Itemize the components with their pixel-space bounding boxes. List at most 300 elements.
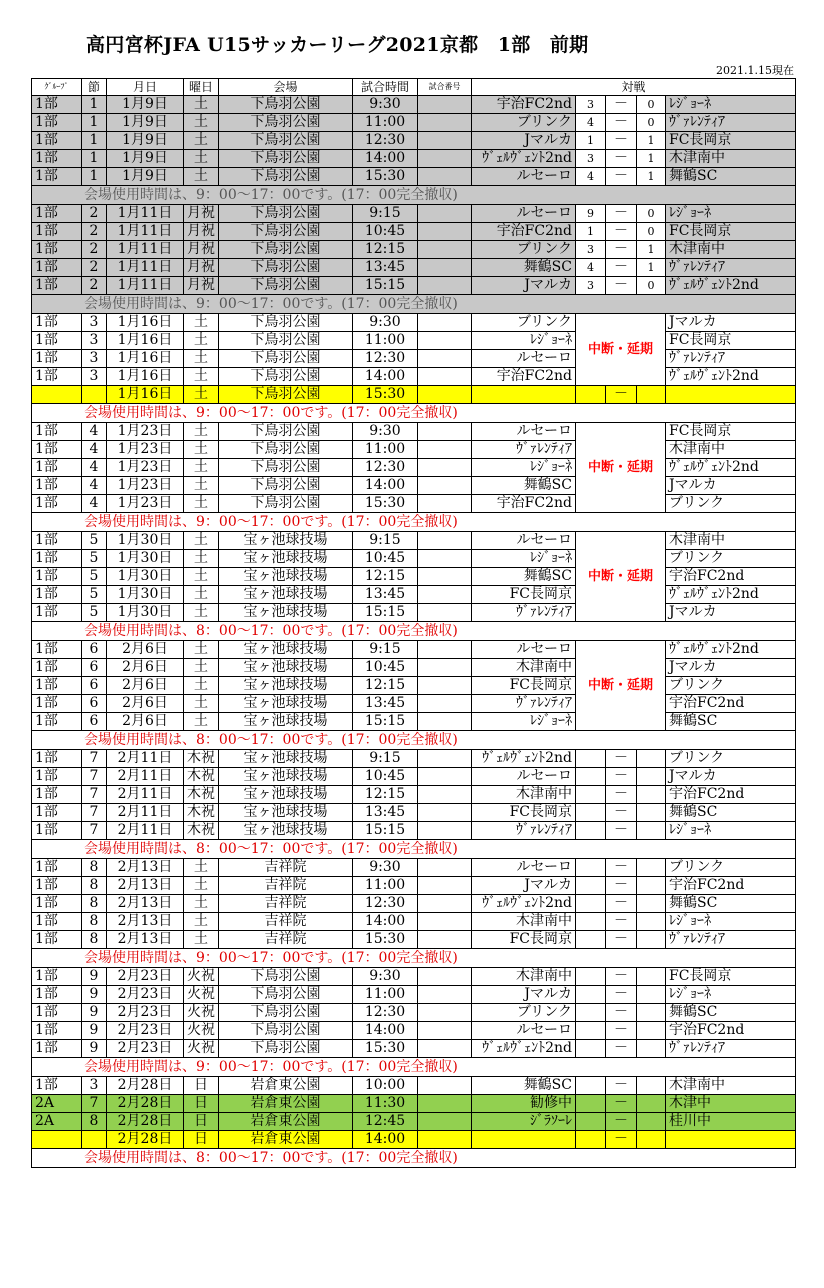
venue-hours-text: 会場使用時間は、8：00～17：00です。(17：00完全撤収) bbox=[32, 840, 796, 859]
group-cell: 1部 bbox=[32, 913, 82, 931]
time-cell: 12:30 bbox=[353, 350, 418, 368]
venue-hours-note bbox=[32, 513, 796, 532]
group-cell: 1部 bbox=[32, 350, 82, 368]
away-team: ｳﾞｧﾚﾝﾃｨｱ bbox=[666, 1040, 796, 1058]
time-cell: 12:15 bbox=[353, 677, 418, 695]
score-dash: － bbox=[606, 168, 637, 186]
round-cell bbox=[82, 386, 107, 404]
away-team: Jマルカ bbox=[666, 659, 796, 677]
round-cell: 7 bbox=[82, 1095, 107, 1113]
time-cell: 11:00 bbox=[353, 114, 418, 132]
match-row bbox=[32, 314, 796, 332]
home-team: ルセーロ bbox=[472, 168, 576, 186]
away-team: 舞鶴SC bbox=[666, 1004, 796, 1022]
weekday-cell: 土 bbox=[184, 96, 219, 114]
date-cell: 1月9日 bbox=[107, 168, 184, 186]
date-cell: 1月23日 bbox=[107, 441, 184, 459]
home-score: 4 bbox=[576, 168, 606, 186]
match-row bbox=[32, 350, 796, 368]
match-row bbox=[32, 550, 796, 568]
time-cell: 11:30 bbox=[353, 1095, 418, 1113]
group-cell: 1部 bbox=[32, 459, 82, 477]
group-cell: 1部 bbox=[32, 604, 82, 622]
away-team: ｳﾞｪﾙｳﾞｪﾝﾄ2nd bbox=[666, 459, 796, 477]
match-row bbox=[32, 477, 796, 495]
venue-cell: 下鳥羽公園 bbox=[219, 386, 353, 404]
match-row bbox=[32, 205, 796, 223]
match-no-cell bbox=[418, 205, 472, 223]
venue-cell: 下鳥羽公園 bbox=[219, 441, 353, 459]
away-team: ｳﾞｪﾙｳﾞｪﾝﾄ2nd bbox=[666, 586, 796, 604]
home-score bbox=[576, 895, 606, 913]
round-cell: 5 bbox=[82, 532, 107, 550]
date-cell: 1月30日 bbox=[107, 550, 184, 568]
venue-cell: 下鳥羽公園 bbox=[219, 1004, 353, 1022]
weekday-cell: 土 bbox=[184, 386, 219, 404]
home-score bbox=[576, 1095, 606, 1113]
round-cell: 9 bbox=[82, 968, 107, 986]
group-cell: 1部 bbox=[32, 223, 82, 241]
match-no-cell bbox=[418, 1040, 472, 1058]
away-team: ｳﾞｪﾙｳﾞｪﾝﾄ2nd bbox=[666, 277, 796, 295]
group-cell: 1部 bbox=[32, 586, 82, 604]
score-dash: － bbox=[606, 822, 637, 840]
time-cell: 13:45 bbox=[353, 804, 418, 822]
header-weekday: 曜日 bbox=[184, 79, 219, 96]
round-cell: 3 bbox=[82, 332, 107, 350]
home-score bbox=[576, 1004, 606, 1022]
weekday-cell: 土 bbox=[184, 895, 219, 913]
round-cell: 4 bbox=[82, 459, 107, 477]
away-score: 1 bbox=[637, 132, 666, 150]
schedule-table bbox=[31, 78, 796, 1168]
date-cell: 2月23日 bbox=[107, 1040, 184, 1058]
suspended-label: 中断・延期 bbox=[576, 423, 666, 513]
venue-hours-text: 会場使用時間は、9：00～17：00です。(17：00完全撤収) bbox=[32, 295, 796, 314]
group-cell: 1部 bbox=[32, 659, 82, 677]
match-no-cell bbox=[418, 223, 472, 241]
match-row bbox=[32, 241, 796, 259]
match-no-cell bbox=[418, 713, 472, 731]
venue-cell: 下鳥羽公園 bbox=[219, 241, 353, 259]
round-cell: 7 bbox=[82, 768, 107, 786]
home-team: 舞鶴SC bbox=[472, 1077, 576, 1095]
away-team: Jマルカ bbox=[666, 477, 796, 495]
time-cell: 15:15 bbox=[353, 713, 418, 731]
score-dash: － bbox=[606, 804, 637, 822]
score-dash: － bbox=[606, 968, 637, 986]
venue-cell: 下鳥羽公園 bbox=[219, 223, 353, 241]
round-cell: 8 bbox=[82, 877, 107, 895]
venue-cell: 下鳥羽公園 bbox=[219, 114, 353, 132]
round-cell: 1 bbox=[82, 132, 107, 150]
date-cell: 1月23日 bbox=[107, 477, 184, 495]
time-cell: 15:30 bbox=[353, 386, 418, 404]
date-cell: 1月30日 bbox=[107, 532, 184, 550]
date-cell: 2月6日 bbox=[107, 713, 184, 731]
weekday-cell: 土 bbox=[184, 659, 219, 677]
round-cell: 8 bbox=[82, 931, 107, 949]
match-no-cell bbox=[418, 768, 472, 786]
weekday-cell: 土 bbox=[184, 314, 219, 332]
venue-hours-note bbox=[32, 186, 796, 205]
home-team: Jマルカ bbox=[472, 877, 576, 895]
home-team: 勧修中 bbox=[472, 1095, 576, 1113]
match-row bbox=[32, 986, 796, 1004]
away-score bbox=[637, 786, 666, 804]
venue-hours-note bbox=[32, 949, 796, 968]
match-no-cell bbox=[418, 132, 472, 150]
venue-cell: 下鳥羽公園 bbox=[219, 350, 353, 368]
date-cell: 1月9日 bbox=[107, 96, 184, 114]
venue-hours-text: 会場使用時間は、8：00～17：00です。(17：00完全撤収) bbox=[32, 1149, 796, 1168]
weekday-cell: 土 bbox=[184, 168, 219, 186]
weekday-cell: 土 bbox=[184, 931, 219, 949]
match-row bbox=[32, 1077, 796, 1095]
match-row bbox=[32, 168, 796, 186]
away-score bbox=[637, 877, 666, 895]
weekday-cell: 月祝 bbox=[184, 223, 219, 241]
score-dash: － bbox=[606, 1095, 637, 1113]
home-score bbox=[576, 822, 606, 840]
group-cell: 1部 bbox=[32, 1040, 82, 1058]
match-no-cell bbox=[418, 986, 472, 1004]
home-score bbox=[576, 1077, 606, 1095]
date-cell: 1月30日 bbox=[107, 586, 184, 604]
date-cell: 2月11日 bbox=[107, 786, 184, 804]
weekday-cell: 土 bbox=[184, 114, 219, 132]
venue-cell: 吉祥院 bbox=[219, 859, 353, 877]
away-team: FC長岡京 bbox=[666, 223, 796, 241]
home-team: ﾚｼﾞｮｰﾈ bbox=[472, 459, 576, 477]
match-no-cell bbox=[418, 931, 472, 949]
venue-cell: 下鳥羽公園 bbox=[219, 314, 353, 332]
time-cell: 14:00 bbox=[353, 1131, 418, 1149]
match-no-cell bbox=[418, 641, 472, 659]
group-cell: 1部 bbox=[32, 423, 82, 441]
away-team: ﾚｼﾞｮｰﾈ bbox=[666, 96, 796, 114]
round-cell: 7 bbox=[82, 804, 107, 822]
weekday-cell: 土 bbox=[184, 150, 219, 168]
home-team: ルセーロ bbox=[472, 205, 576, 223]
group-cell: 1部 bbox=[32, 1004, 82, 1022]
group-cell: 1部 bbox=[32, 931, 82, 949]
match-no-cell bbox=[418, 1004, 472, 1022]
match-no-cell bbox=[418, 659, 472, 677]
match-no-cell bbox=[418, 477, 472, 495]
date-cell: 1月9日 bbox=[107, 132, 184, 150]
home-score bbox=[576, 859, 606, 877]
venue-hours-note bbox=[32, 840, 796, 859]
away-score bbox=[637, 822, 666, 840]
round-cell: 7 bbox=[82, 822, 107, 840]
home-score bbox=[576, 913, 606, 931]
group-cell bbox=[32, 1131, 82, 1149]
match-row bbox=[32, 277, 796, 295]
date-cell: 1月16日 bbox=[107, 386, 184, 404]
match-row bbox=[32, 895, 796, 913]
round-cell: 4 bbox=[82, 477, 107, 495]
venue-cell: 下鳥羽公園 bbox=[219, 423, 353, 441]
match-row bbox=[32, 1004, 796, 1022]
date-cell: 2月23日 bbox=[107, 968, 184, 986]
match-row bbox=[32, 441, 796, 459]
weekday-cell: 土 bbox=[184, 332, 219, 350]
date-cell: 2月11日 bbox=[107, 822, 184, 840]
time-cell: 14:00 bbox=[353, 1022, 418, 1040]
match-row bbox=[32, 423, 796, 441]
away-team: ﾚｼﾞｮｰﾈ bbox=[666, 205, 796, 223]
venue-cell: 宝ヶ池球技場 bbox=[219, 750, 353, 768]
home-score bbox=[576, 1131, 606, 1149]
away-score bbox=[637, 804, 666, 822]
home-score: 4 bbox=[576, 114, 606, 132]
away-team: ﾚｼﾞｮｰﾈ bbox=[666, 986, 796, 1004]
home-team: Jマルカ bbox=[472, 277, 576, 295]
group-cell: 1部 bbox=[32, 1077, 82, 1095]
time-cell: 11:00 bbox=[353, 332, 418, 350]
weekday-cell: 火祝 bbox=[184, 1040, 219, 1058]
date-cell: 2月11日 bbox=[107, 804, 184, 822]
weekday-cell: 月祝 bbox=[184, 205, 219, 223]
venue-cell: 宝ヶ池球技場 bbox=[219, 641, 353, 659]
open-slot-row bbox=[32, 1131, 796, 1149]
score-dash: － bbox=[606, 1077, 637, 1095]
weekday-cell: 木祝 bbox=[184, 822, 219, 840]
weekday-cell: 土 bbox=[184, 641, 219, 659]
score-dash: － bbox=[606, 259, 637, 277]
date-cell: 2月13日 bbox=[107, 859, 184, 877]
away-score bbox=[637, 1095, 666, 1113]
round-cell: 5 bbox=[82, 586, 107, 604]
away-score bbox=[637, 913, 666, 931]
suspended-label: 中断・延期 bbox=[576, 314, 666, 386]
score-dash: － bbox=[606, 768, 637, 786]
away-team bbox=[666, 386, 796, 404]
match-no-cell bbox=[418, 150, 472, 168]
round-cell: 6 bbox=[82, 695, 107, 713]
away-score bbox=[637, 931, 666, 949]
time-cell: 10:00 bbox=[353, 1077, 418, 1095]
venue-cell: 宝ヶ池球技場 bbox=[219, 550, 353, 568]
time-cell: 10:45 bbox=[353, 659, 418, 677]
score-dash: － bbox=[606, 132, 637, 150]
weekday-cell: 土 bbox=[184, 532, 219, 550]
home-score bbox=[576, 968, 606, 986]
weekday-cell: 木祝 bbox=[184, 768, 219, 786]
open-slot-row bbox=[32, 386, 796, 404]
home-team: 宇治FC2nd bbox=[472, 223, 576, 241]
away-team: Jマルカ bbox=[666, 604, 796, 622]
home-team: ルセーロ bbox=[472, 423, 576, 441]
venue-cell: 下鳥羽公園 bbox=[219, 277, 353, 295]
away-team: ｳﾞｧﾚﾝﾃｨｱ bbox=[666, 114, 796, 132]
date-cell: 1月16日 bbox=[107, 350, 184, 368]
round-cell: 3 bbox=[82, 314, 107, 332]
home-team: 舞鶴SC bbox=[472, 568, 576, 586]
match-row bbox=[32, 641, 796, 659]
group-cell: 1部 bbox=[32, 241, 82, 259]
match-row bbox=[32, 532, 796, 550]
home-team: Jマルカ bbox=[472, 986, 576, 1004]
weekday-cell: 土 bbox=[184, 913, 219, 931]
group-cell: 1部 bbox=[32, 968, 82, 986]
round-cell: 4 bbox=[82, 441, 107, 459]
home-score: 9 bbox=[576, 205, 606, 223]
suspended-label: 中断・延期 bbox=[576, 641, 666, 731]
weekday-cell: 土 bbox=[184, 677, 219, 695]
round-cell: 2 bbox=[82, 241, 107, 259]
venue-cell: 下鳥羽公園 bbox=[219, 150, 353, 168]
date-cell: 1月11日 bbox=[107, 205, 184, 223]
away-team: 宇治FC2nd bbox=[666, 786, 796, 804]
match-no-cell bbox=[418, 368, 472, 386]
weekday-cell: 日 bbox=[184, 1113, 219, 1131]
weekday-cell: 火祝 bbox=[184, 1004, 219, 1022]
away-team: FC長岡京 bbox=[666, 132, 796, 150]
group-cell: 1部 bbox=[32, 168, 82, 186]
venue-cell: 下鳥羽公園 bbox=[219, 368, 353, 386]
away-score bbox=[637, 859, 666, 877]
venue-cell: 宝ヶ池球技場 bbox=[219, 604, 353, 622]
group-cell: 1部 bbox=[32, 568, 82, 586]
home-score bbox=[576, 877, 606, 895]
match-no-cell bbox=[418, 114, 472, 132]
suspended-label: 中断・延期 bbox=[576, 532, 666, 622]
venue-cell: 下鳥羽公園 bbox=[219, 96, 353, 114]
home-score bbox=[576, 804, 606, 822]
round-cell: 4 bbox=[82, 495, 107, 513]
as-of-date: 2021.1.15現在 bbox=[716, 64, 794, 77]
away-team: 舞鶴SC bbox=[666, 804, 796, 822]
score-dash: － bbox=[606, 1022, 637, 1040]
round-cell: 2 bbox=[82, 277, 107, 295]
match-no-cell bbox=[418, 750, 472, 768]
weekday-cell: 月祝 bbox=[184, 277, 219, 295]
header-row bbox=[32, 79, 796, 96]
venue-cell: 宝ヶ池球技場 bbox=[219, 532, 353, 550]
away-score bbox=[637, 386, 666, 404]
home-team: ﾚｼﾞｮｰﾈ bbox=[472, 713, 576, 731]
home-team: ルセーロ bbox=[472, 859, 576, 877]
weekday-cell: 月祝 bbox=[184, 241, 219, 259]
match-no-cell bbox=[418, 259, 472, 277]
score-dash: － bbox=[606, 1004, 637, 1022]
group-cell: 1部 bbox=[32, 96, 82, 114]
group-cell: 1部 bbox=[32, 532, 82, 550]
score-dash: － bbox=[606, 895, 637, 913]
home-team: ｳﾞｧﾚﾝﾃｨｱ bbox=[472, 695, 576, 713]
match-row bbox=[32, 1040, 796, 1058]
away-team: ﾚｼﾞｮｰﾈ bbox=[666, 822, 796, 840]
match-row bbox=[32, 695, 796, 713]
time-cell: 9:15 bbox=[353, 641, 418, 659]
time-cell: 9:30 bbox=[353, 859, 418, 877]
time-cell: 14:00 bbox=[353, 913, 418, 931]
venue-cell: 宝ヶ池球技場 bbox=[219, 822, 353, 840]
venue-cell: 吉祥院 bbox=[219, 877, 353, 895]
schedule-body bbox=[32, 79, 796, 1168]
match-no-cell bbox=[418, 604, 472, 622]
match-no-cell bbox=[418, 677, 472, 695]
match-row bbox=[32, 459, 796, 477]
venue-cell: 宝ヶ池球技場 bbox=[219, 786, 353, 804]
date-cell: 2月23日 bbox=[107, 986, 184, 1004]
home-team: ブリンク bbox=[472, 241, 576, 259]
score-dash: － bbox=[606, 205, 637, 223]
home-team: FC長岡京 bbox=[472, 586, 576, 604]
time-cell: 11:00 bbox=[353, 441, 418, 459]
score-dash: － bbox=[606, 931, 637, 949]
match-no-cell bbox=[418, 495, 472, 513]
date-cell: 2月13日 bbox=[107, 877, 184, 895]
weekday-cell: 土 bbox=[184, 132, 219, 150]
venue-cell: 宝ヶ池球技場 bbox=[219, 768, 353, 786]
round-cell: 3 bbox=[82, 1077, 107, 1095]
round-cell: 5 bbox=[82, 604, 107, 622]
date-cell: 1月11日 bbox=[107, 241, 184, 259]
time-cell: 10:45 bbox=[353, 550, 418, 568]
round-cell: 5 bbox=[82, 568, 107, 586]
weekday-cell: 火祝 bbox=[184, 986, 219, 1004]
round-cell: 6 bbox=[82, 641, 107, 659]
round-cell: 3 bbox=[82, 350, 107, 368]
weekday-cell: 土 bbox=[184, 604, 219, 622]
time-cell: 12:15 bbox=[353, 568, 418, 586]
round-cell: 2 bbox=[82, 223, 107, 241]
home-team: ルセーロ bbox=[472, 1022, 576, 1040]
match-row bbox=[32, 786, 796, 804]
venue-cell: 下鳥羽公園 bbox=[219, 168, 353, 186]
home-team: FC長岡京 bbox=[472, 804, 576, 822]
match-no-cell bbox=[418, 877, 472, 895]
home-score: 3 bbox=[576, 277, 606, 295]
round-cell: 8 bbox=[82, 1113, 107, 1131]
weekday-cell: 日 bbox=[184, 1095, 219, 1113]
home-team: Jマルカ bbox=[472, 132, 576, 150]
time-cell: 9:15 bbox=[353, 532, 418, 550]
group-cell: 1部 bbox=[32, 859, 82, 877]
home-score bbox=[576, 1040, 606, 1058]
match-no-cell bbox=[418, 277, 472, 295]
home-team: 木津南中 bbox=[472, 968, 576, 986]
score-dash: － bbox=[606, 277, 637, 295]
weekday-cell: 土 bbox=[184, 459, 219, 477]
away-score: 1 bbox=[637, 259, 666, 277]
score-dash: － bbox=[606, 1113, 637, 1131]
match-no-cell bbox=[418, 822, 472, 840]
venue-hours-note bbox=[32, 1058, 796, 1077]
away-team: Jマルカ bbox=[666, 314, 796, 332]
venue-cell: 宝ヶ池球技場 bbox=[219, 695, 353, 713]
home-score bbox=[576, 386, 606, 404]
header-match-no: 試合番号 bbox=[418, 79, 472, 96]
time-cell: 13:45 bbox=[353, 695, 418, 713]
time-cell: 14:00 bbox=[353, 368, 418, 386]
score-dash: － bbox=[606, 986, 637, 1004]
away-team: ブリンク bbox=[666, 495, 796, 513]
group-cell: 1部 bbox=[32, 877, 82, 895]
weekday-cell: 土 bbox=[184, 423, 219, 441]
weekday-cell: 土 bbox=[184, 713, 219, 731]
match-row bbox=[32, 968, 796, 986]
round-cell: 9 bbox=[82, 1040, 107, 1058]
away-team: ﾚｼﾞｮｰﾈ bbox=[666, 913, 796, 931]
away-score bbox=[637, 1040, 666, 1058]
date-cell: 2月13日 bbox=[107, 931, 184, 949]
away-team: 舞鶴SC bbox=[666, 168, 796, 186]
time-cell: 12:45 bbox=[353, 1113, 418, 1131]
